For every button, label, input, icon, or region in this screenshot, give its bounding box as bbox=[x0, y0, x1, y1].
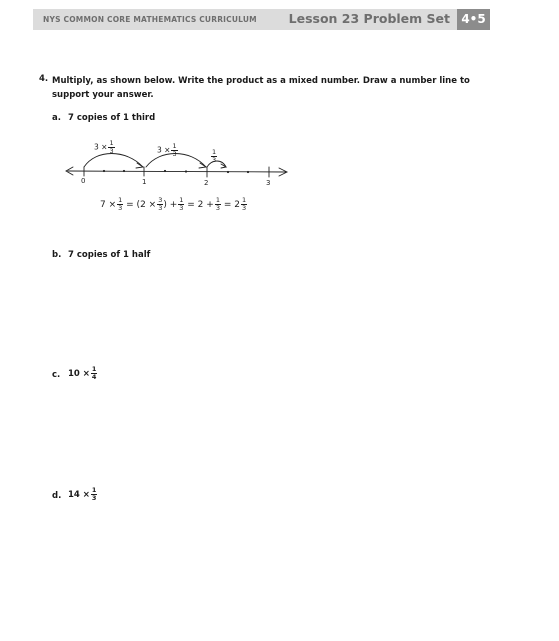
nl-label-3: 3 bbox=[266, 179, 271, 187]
nl-label-0: 0 bbox=[81, 177, 86, 185]
part-b-label: b. bbox=[52, 250, 62, 260]
arc-label-1: 3 × $\frac{1}{3}$ bbox=[94, 139, 114, 155]
curriculum-title: NYS COMMON CORE MATHEMATICS CURRICULUM bbox=[43, 15, 257, 24]
part-b-text: 7 copies of 1 half bbox=[68, 250, 151, 260]
third-dot bbox=[103, 170, 105, 172]
problem-instructions: Multiply, as shown below. Write the product as a mixed number. Draw a number line to support your answer. bbox=[52, 76, 470, 100]
third-dot bbox=[164, 170, 166, 172]
lesson-title: Lesson 23 Problem Set bbox=[288, 11, 450, 26]
third-dot bbox=[185, 170, 187, 172]
part-c-label: c. bbox=[52, 370, 61, 380]
third-dot bbox=[227, 171, 229, 173]
part-c-expression: 10 × $\frac{1}{4}$ bbox=[68, 365, 97, 381]
nl-label-1: 1 bbox=[142, 178, 147, 186]
nl-label-2: 2 bbox=[204, 179, 209, 187]
grade-module-badge: 4•5 bbox=[457, 9, 490, 30]
problem-number: 4. bbox=[39, 74, 49, 84]
part-d-label: d. bbox=[52, 491, 62, 501]
part-d-expression: 14 × $\frac{1}{3}$ bbox=[68, 486, 97, 502]
third-dot bbox=[247, 171, 249, 173]
third-dot bbox=[123, 170, 125, 172]
number-line-axis bbox=[68, 171, 286, 172]
arc-1 bbox=[84, 154, 143, 168]
arc-label-2: 3 × $\frac{1}{3}$ bbox=[157, 142, 177, 158]
part-a-text: 7 copies of 1 third bbox=[68, 113, 156, 123]
part-a-label: a. bbox=[52, 113, 61, 123]
arc-label-3: $\frac{1}{3}$ bbox=[212, 148, 217, 164]
example-equation: 7 × $\frac{1}{3}$ = (2 × $\frac{3}{3}$ ) + $\frac{1}{3}$ = 2 + $\frac{1}{3}$ = 2 $\frac{1}{3}$ bbox=[100, 196, 247, 212]
